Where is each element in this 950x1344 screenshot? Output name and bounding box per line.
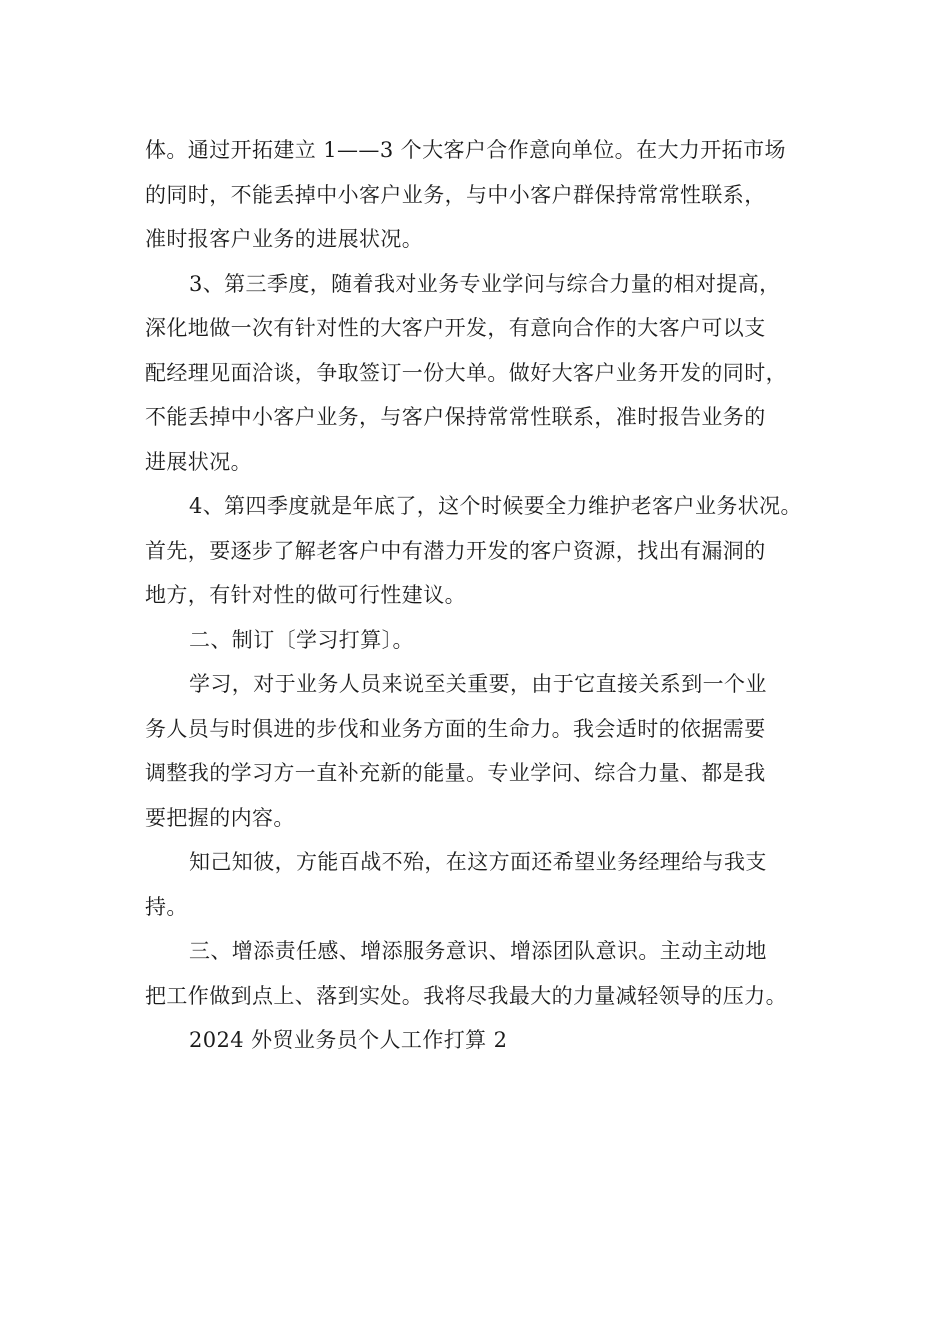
text-line: 三、增添责任感、增添服务意识、增添团队意识。主动主动地	[189, 939, 767, 963]
paragraph-support	[145, 840, 810, 929]
text-line: 准时报客户业务的进展状况。	[145, 227, 424, 251]
paragraph-q3-plan	[145, 262, 810, 485]
text-line: 进展状况。	[145, 449, 252, 474]
text-line: 学习，对于业务人员来说至关重要，由于它直接关系到一个业	[189, 672, 767, 696]
text-line: 要把握的内容。	[145, 805, 295, 830]
text-line: 配经理见面洽谈，争取签订一份大单。做好大客户业务开发的同时，	[145, 360, 787, 385]
text-line: 二、制订〔学习打算〕。	[189, 627, 414, 652]
text-line: 深化地做一次有针对性的大客户开发，有意向合作的大客户可以支	[145, 316, 766, 340]
text-line: 把工作做到点上、落到实处。我将尽我最大的力量减轻领导的压力。	[145, 983, 787, 1008]
paragraph-responsibility	[145, 929, 810, 1018]
text-line: 3、第三季度，随着我对业务专业学问与综合力量的相对提高，	[189, 271, 781, 296]
text-line: 知己知彼，方能百战不殆，在这方面还希望业务经理给与我支	[189, 850, 767, 874]
paragraph-q4-plan	[145, 484, 810, 618]
document-body	[145, 128, 810, 1063]
text-line: 务人员与时俱进的步伐和业务方面的生命力。我会适时的依据需要	[145, 716, 766, 741]
text-line: 的同时，不能丢掉中小客户业务，与中小客户群保持常常性联系，	[145, 182, 766, 207]
section-heading-study-plan	[145, 618, 810, 663]
next-document-title: 2024 外贸业务员个人工作打算 2	[189, 1028, 508, 1052]
text-line: 4、第四季度就是年底了，这个时候要全力维护老客户业务状况。	[189, 494, 802, 518]
text-line: 持。	[145, 894, 188, 919]
text-line: 地方，有针对性的做可行性建议。	[145, 583, 466, 607]
paragraph-continuation	[145, 128, 810, 262]
text-line: 首先，要逐步了解老客户中有潜力开发的客户资源，找出有漏洞的	[145, 538, 766, 563]
text-line: 不能丢掉中小客户业务，与客户保持常常性联系，准时报告业务的	[145, 405, 766, 429]
text-line: 调整我的学习方一直补充新的能量。专业学问、综合力量、都是我	[145, 761, 766, 785]
text-line: 体。通过开拓建立 1——3 个大客户合作意向单位。在大力开拓市场	[145, 138, 786, 162]
paragraph-study	[145, 662, 810, 840]
